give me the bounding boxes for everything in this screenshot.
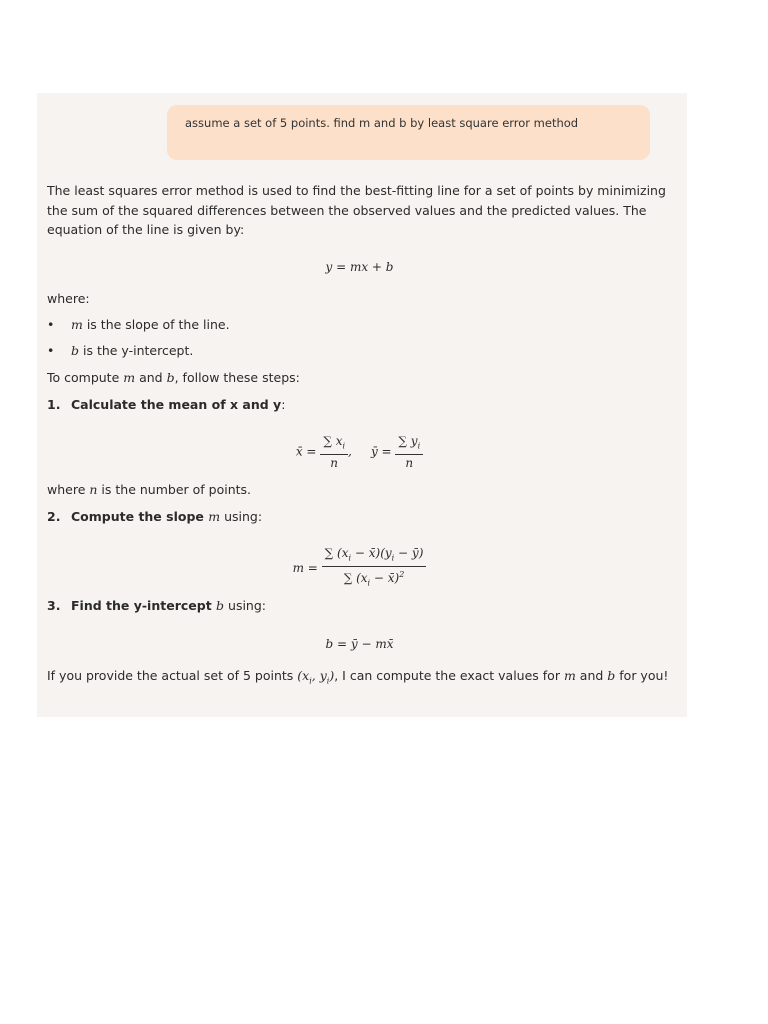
points-notation-mid: , y — [311, 668, 327, 683]
var-m: m — [563, 668, 576, 683]
step-1 — [47, 395, 285, 415]
bullet-text: is the y-intercept. — [79, 343, 194, 358]
step-3 — [47, 596, 266, 616]
mean-y-numerator: ∑ y — [398, 434, 418, 448]
closing-paragraph — [47, 666, 672, 691]
step-number: 2. — [47, 509, 61, 524]
where-n-sentence — [47, 480, 672, 500]
where-label: where: — [47, 291, 90, 306]
subscript: i — [367, 578, 371, 588]
closing-mid: , I can compute the exact values for — [334, 668, 564, 683]
slope-denominator: ∑ (x — [343, 571, 368, 586]
mean-separator: , — [348, 444, 352, 459]
closing-prefix: If you provide the actual set of 5 points — [47, 668, 298, 683]
bullet-text: is the slope of the line. — [82, 317, 230, 332]
slope-denominator-end: − x̄) — [370, 571, 400, 586]
mean-x-fraction — [320, 433, 348, 471]
slope-fraction — [322, 545, 427, 592]
where-n-suffix: is the number of points. — [97, 482, 252, 497]
mean-x-lhs: x̄ = — [295, 444, 317, 459]
subscript: i — [348, 553, 352, 563]
step-rest: using: — [224, 598, 266, 613]
mean-y-fraction — [395, 433, 423, 471]
var-m: m — [71, 317, 83, 332]
subscript: i — [417, 441, 421, 451]
slope-numerator-mid: − x̄)(y — [351, 546, 392, 560]
compute-suffix: , follow these steps: — [174, 370, 300, 385]
where-n-prefix: where — [47, 482, 90, 497]
step-number: 1. — [47, 397, 61, 412]
subscript: i — [309, 676, 312, 686]
mean-equations — [47, 433, 672, 471]
bullet-dot: • — [47, 317, 55, 332]
compute-and: and — [135, 370, 167, 385]
subscript: i — [342, 441, 346, 451]
points-notation-end: ) — [329, 668, 335, 683]
var-n: n — [89, 482, 98, 497]
closing-and: and — [575, 668, 608, 683]
slope-lhs: m = — [292, 560, 318, 575]
var-b: b — [607, 668, 616, 683]
user-message-bubble — [167, 105, 650, 160]
points-notation: (x — [297, 668, 310, 683]
step-rest: : — [281, 397, 286, 412]
closing-suffix: for you! — [615, 668, 669, 683]
step-rest: using: — [220, 509, 263, 524]
var-b: b — [71, 343, 80, 358]
step-title: Compute the slope — [71, 509, 209, 524]
step-number: 3. — [47, 598, 61, 613]
var-b: b — [166, 370, 175, 385]
mean-x-numerator: ∑ x — [323, 434, 343, 448]
subscript: i — [326, 676, 330, 686]
mean-y-lhs: ȳ = — [370, 444, 392, 459]
intro-paragraph: The least squares error method is used to find the best-fitting line for a set of points by minimizing the sum of the squared differences between the observed values and the predicted values. The equation of the line is given by: — [47, 183, 666, 237]
superscript: 2 — [399, 570, 405, 580]
user-message-text: assume a set of 5 points. find m and b by least square error method — [185, 116, 579, 130]
var-b: b — [216, 598, 225, 613]
compute-sentence — [47, 368, 672, 388]
compute-prefix: To compute — [47, 370, 124, 385]
bullet-dot: • — [47, 343, 55, 358]
step-title: Find the y-intercept — [71, 598, 217, 613]
var-m: m — [123, 370, 136, 385]
var-m: m — [208, 509, 221, 524]
mean-x-denominator: n — [330, 456, 339, 471]
step-2 — [47, 507, 262, 527]
slope-equation — [47, 545, 672, 592]
mean-y-denominator: n — [405, 456, 414, 471]
chat-conversation — [37, 93, 687, 717]
slope-numerator: ∑ (x — [324, 546, 349, 560]
subscript: i — [391, 553, 395, 563]
slope-numerator-end: − ȳ) — [394, 546, 424, 560]
step-title: Calculate the mean of x and y — [71, 397, 282, 412]
intercept-equation: b = ȳ − mx̄ — [325, 637, 394, 651]
line-equation: y = mx + b — [325, 260, 394, 274]
